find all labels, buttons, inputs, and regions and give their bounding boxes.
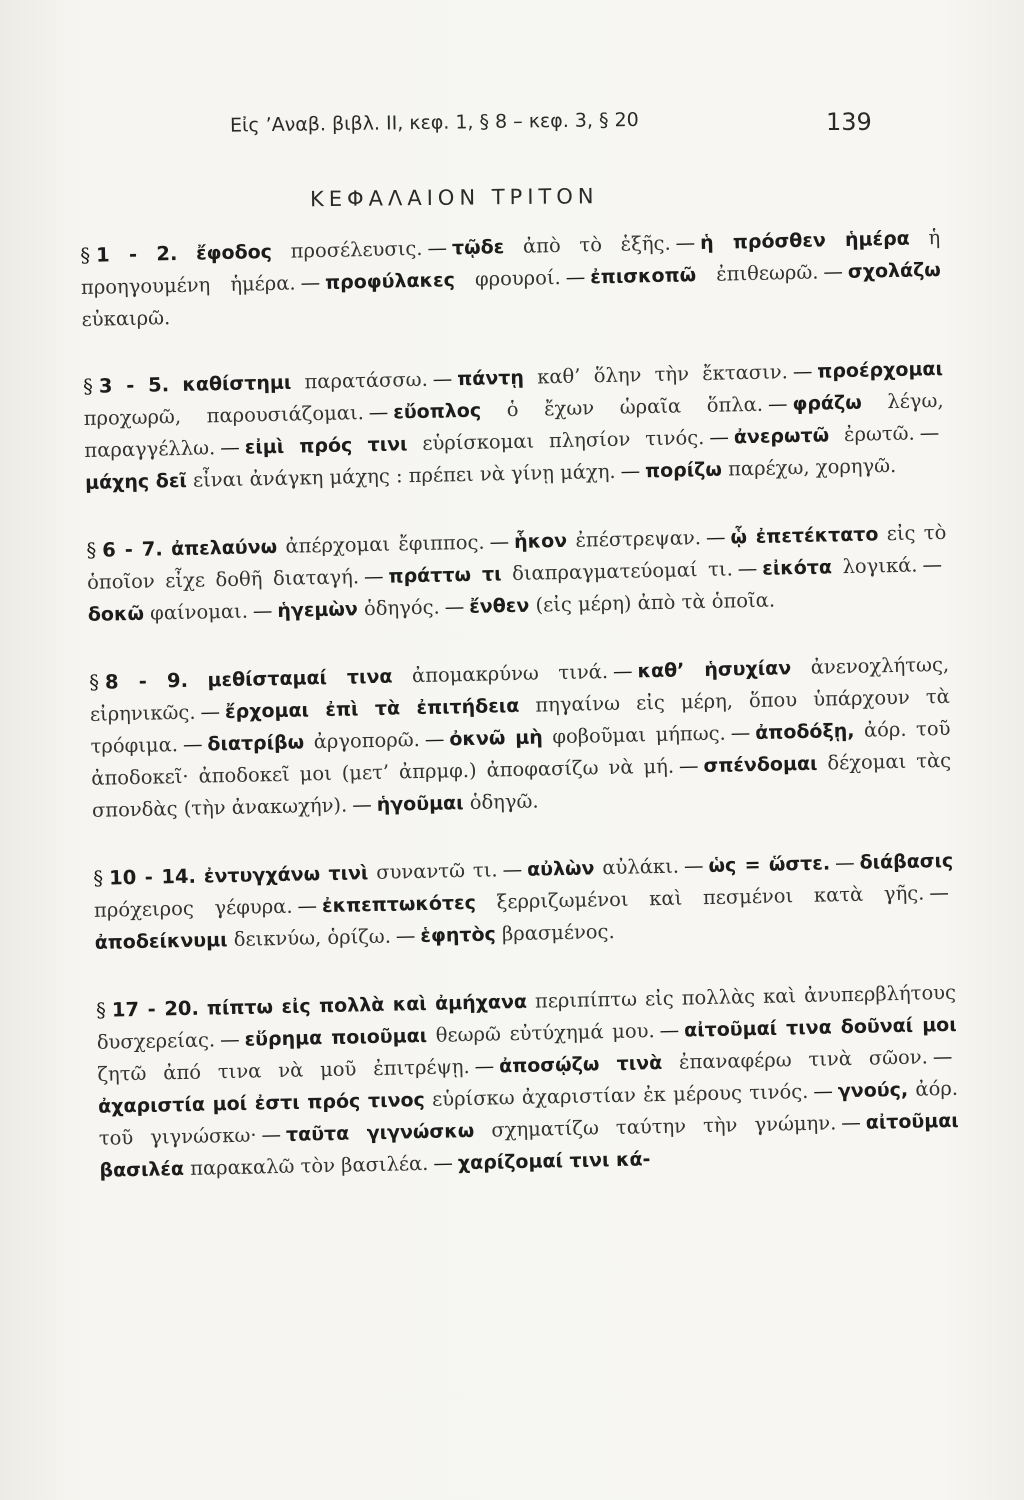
- glossary-definition: φαίνομαι.: [149, 599, 249, 625]
- glossary-term: καθ’ ἡσυχίαν: [637, 657, 792, 683]
- glossary-term: εἰκότα: [762, 556, 833, 580]
- section-sign: §: [82, 374, 94, 398]
- entry-separator: —: [922, 553, 943, 577]
- entry-separator: —: [219, 1027, 240, 1052]
- glossary-definition: εὑρίσκομαι πλησίον τινός.: [422, 425, 705, 455]
- entry-separator: —: [823, 260, 844, 284]
- glossary-term: ἐντυγχάνω τινὶ: [203, 862, 369, 888]
- glossary-term: πίπτω εἰς πολλὰ καὶ ἀμήχανα: [206, 990, 528, 1020]
- glossary-definition: εἰς τὸ ὁποῖον εἶχε δοθῆ διαταγή.: [86, 520, 947, 594]
- glossary-term: ἔφοδος: [195, 240, 273, 265]
- glossary-term: αὐλὼν: [526, 857, 595, 881]
- glossary-definition: δεικνύω, ὁρίζω.: [233, 924, 392, 951]
- entry-separator: —: [363, 564, 384, 589]
- glossary-term: ἀνερωτῶ: [733, 424, 830, 449]
- glossary-term: αἰτοῦμαι βασιλέα: [99, 1109, 959, 1182]
- glossary-definition: ἀπομακρύνω τινά.: [411, 660, 609, 688]
- glossary-term: καθίστημι: [182, 371, 292, 396]
- glossary-definition: περιπίπτω εἰς πολλὰς καὶ ἀνυπερβλήτους δυσχερείας.: [96, 980, 957, 1054]
- glossary-term: πορίζω: [644, 458, 723, 483]
- glossary-definition: προχωρῶ, παρουσιάζομαι.: [83, 401, 365, 430]
- entry-separator: —: [767, 392, 788, 416]
- glossary-term: ἐπισκοπῶ: [589, 264, 697, 289]
- glossary-definition: καθ’ ὅλην τὴν ἔκτασιν.: [536, 360, 789, 389]
- entry-separator: —: [612, 659, 633, 683]
- entry-separator: —: [502, 857, 523, 882]
- glossary-definition: ὁ ἔχων ὡραῖα ὅπλα.: [506, 392, 764, 422]
- entry-separator: —: [678, 754, 699, 778]
- glossary-definition: ἀόρ. τοῦ γιγνώσκω·: [98, 1076, 959, 1150]
- glossary-section: [93, 845, 955, 959]
- entry-separator: —: [841, 1110, 861, 1135]
- section-sign: §: [86, 538, 97, 562]
- glossary-section: [89, 649, 952, 827]
- glossary-term: μεθίσταμαί τινα: [207, 665, 393, 692]
- glossary-term: πράττω τι: [388, 563, 502, 588]
- section-number: 6 - 7.: [102, 537, 163, 562]
- entry-separator: —: [705, 525, 726, 549]
- glossary-term: ταῦτα γιγνώσκω: [285, 1119, 475, 1146]
- entry-separator: —: [675, 231, 696, 255]
- entry-separator: —: [834, 850, 855, 875]
- entry-separator: —: [709, 425, 730, 449]
- glossary-definition: ἐπέστρεψαν.: [575, 526, 702, 552]
- glossary-definition: εὑρίσκω ἀχαριστίαν ἐκ μέρους τινός.: [431, 1079, 809, 1111]
- glossary-definition: ἐπιθεωρῶ.: [715, 260, 819, 286]
- entry-separator: —: [659, 1018, 680, 1043]
- glossary-definition: ἡ προηγουμένη ἡμέρα.: [80, 225, 941, 299]
- entry-separator: —: [261, 1122, 282, 1147]
- entry-separator: —: [368, 400, 389, 424]
- entry-separator: —: [932, 1044, 953, 1069]
- entry-separator: —: [427, 236, 448, 260]
- glossary-term: ἡ πρόσθεν ἡμέρα: [699, 227, 910, 255]
- glossary-definition: ἀπέρχομαι ἔφιππος.: [285, 530, 485, 558]
- glossary-definition: θεωρῶ εὐτύχημά μου.: [435, 1019, 655, 1047]
- glossary-content: [80, 222, 960, 1223]
- entry-separator: —: [200, 700, 221, 724]
- glossary-definition: ἐπαναφέρω τινὰ σῶον.: [678, 1045, 929, 1074]
- entry-separator: —: [351, 793, 372, 817]
- glossary-term: ἡγεμὼν: [277, 598, 359, 622]
- glossary-term: διατρίβω: [207, 731, 305, 756]
- entry-separator: —: [737, 556, 758, 581]
- glossary-term: σχολάζω: [847, 258, 942, 283]
- glossary-term: προφύλακες: [324, 269, 456, 294]
- glossary-definition: πηγαίνω εἰς μέρη, ὅπου ὑπάρχουν τὰ τρόφιμα.: [90, 684, 951, 758]
- section-sign: §: [89, 670, 100, 694]
- glossary-term: ᾧ ἐπετέκτατο: [730, 523, 879, 549]
- glossary-definition: ἀνενοχλήτως, εἰρηνικῶς.: [89, 652, 950, 726]
- section-number: 3 - 5.: [98, 373, 170, 398]
- running-header: Εἰς ’Αναβ. βιβλ. ΙΙ, κεφ. 1, § 8 – κεφ. 3, § 20: [229, 108, 639, 137]
- entry-separator: —: [792, 359, 813, 384]
- entry-separator: —: [730, 721, 751, 745]
- chapter-title: ΚΕΦΑΛΑΙΟΝ ΤΡΙΤΟΝ: [309, 184, 599, 212]
- glossary-definition: ἀργοπορῶ.: [313, 727, 421, 754]
- entry-separator: —: [444, 595, 465, 619]
- glossary-term: εὕρημα ποιοῦμαι: [244, 1024, 428, 1051]
- section-sign: §: [95, 998, 107, 1022]
- glossary-definition: ξερριζωμένοι καὶ πεσμένοι κατὰ γῆς.: [496, 881, 925, 914]
- glossary-section: [80, 222, 942, 335]
- glossary-definition: φοβοῦμαι μήπως.: [552, 721, 726, 749]
- entry-separator: —: [395, 924, 416, 948]
- glossary-definition: διαπραγματεύομαί τι.: [511, 557, 734, 586]
- glossary-term: ὡς = ὥστε.: [708, 852, 831, 877]
- glossary-definition: ἀόρ. τοῦ ἀποδοκεῖ· ἀποδοκεῖ μοι (μετ’ ἀπρμφ.) ἀποφασίζω νὰ μή.: [91, 716, 951, 790]
- entry-separator: —: [219, 435, 240, 460]
- glossary-term: ἀπελαύνω: [170, 535, 278, 561]
- glossary-term: σπένδομαι: [703, 752, 818, 778]
- entry-separator: —: [252, 599, 273, 623]
- entry-separator: —: [182, 732, 203, 756]
- glossary-term: πάντῃ: [457, 366, 525, 391]
- glossary-term: χαρίζομαί τινι κά-: [457, 1148, 651, 1175]
- glossary-definition: δέχομαι τὰς σπονδὰς (τὴν ἀνακωχήν).: [91, 748, 952, 822]
- glossary-section: [96, 977, 960, 1187]
- glossary-definition: ἐρωτῶ.: [843, 421, 915, 447]
- glossary-term: ἧκον: [513, 529, 568, 553]
- section-number: 1 - 2.: [95, 241, 178, 267]
- page-number: 139: [826, 108, 872, 136]
- glossary-definition: παρατάσσω.: [304, 367, 428, 394]
- section-sign: §: [93, 866, 104, 890]
- glossary-term: εἰμὶ πρός τινι: [244, 433, 408, 459]
- glossary-term: γνούς,: [837, 1078, 909, 1103]
- entry-separator: —: [929, 880, 950, 905]
- glossary-term: ἀχαριστία μοί ἐστι πρός τινος: [97, 1088, 426, 1118]
- entry-separator: —: [919, 421, 940, 445]
- glossary-term: διάβασις: [859, 849, 954, 874]
- glossary-definition: παρακαλῶ τὸν βασιλέα.: [189, 1151, 429, 1180]
- glossary-term: αἰτοῦμαί τινα δοῦναί μοι: [683, 1013, 957, 1042]
- glossary-definition: βρασμένος.: [501, 919, 615, 946]
- entry-separator: —: [424, 727, 445, 751]
- entry-separator: —: [474, 1054, 495, 1078]
- glossary-definition: πρoσέλευσις.: [290, 236, 423, 263]
- glossary-section: [86, 517, 948, 631]
- glossary-definition: (εἰς μέρη) ἀπὸ τὰ ὁποῖα.: [535, 588, 776, 617]
- glossary-definition: παρέχω, χορηγῶ.: [727, 453, 897, 481]
- glossary-term: τῷδε: [451, 236, 505, 260]
- section-number: 10 - 14.: [108, 864, 197, 890]
- glossary-definition: ὁδηγῶ.: [469, 789, 539, 814]
- entry-separator: —: [297, 894, 318, 918]
- entry-separator: —: [300, 270, 321, 295]
- entry-separator: —: [433, 1151, 454, 1175]
- entry-separator: —: [489, 530, 510, 554]
- entry-separator: —: [683, 854, 704, 878]
- entry-separator: —: [565, 265, 586, 289]
- glossary-section: [83, 353, 945, 499]
- glossary-term: ἔρχομαι ἐπὶ τὰ ἐπιτήδεια: [224, 694, 520, 724]
- glossary-term: φράζω: [792, 391, 862, 416]
- glossary-definition: ζητῶ ἀπό τινα νὰ μοῦ ἐπιτρέψῃ.: [97, 1055, 470, 1086]
- glossary-term: εὔοπλος: [393, 399, 482, 424]
- glossary-definition: εἶναι ἀνάγκη μάχης : πρέπει νὰ γίνῃ μάχη.: [192, 459, 616, 492]
- entry-separator: —: [813, 1079, 834, 1103]
- glossary-definition: λογικά.: [842, 553, 918, 579]
- glossary-term: ἀποσῴζω τινὰ: [498, 1051, 663, 1078]
- section-number: 17 - 20.: [111, 996, 200, 1022]
- glossary-definition: αὐλάκι.: [602, 854, 680, 880]
- glossary-term: προέρχομαι: [817, 357, 944, 383]
- glossary-definition: πρόχειρος γέφυρα.: [93, 894, 293, 922]
- entry-separator: —: [432, 367, 453, 391]
- glossary-definition: εὐκαιρῶ.: [81, 306, 171, 331]
- section-sign: §: [80, 243, 91, 267]
- glossary-definition: ἀπὸ τὸ ἑξῆς.: [522, 231, 671, 258]
- section-number: 8 - 9.: [104, 668, 189, 694]
- glossary-definition: φρουροί.: [474, 265, 561, 291]
- glossary-term: ἐκπεπτωκότες: [321, 891, 477, 918]
- glossary-term: ἑφητὸς: [420, 923, 497, 948]
- glossary-term: ὀκνῶ μὴ: [449, 726, 544, 751]
- glossary-term: ἔνθεν: [468, 594, 530, 618]
- glossary-definition: σχηματίζω ταύτην τὴν γνώμην.: [491, 1111, 837, 1142]
- glossary-definition: ὁδηγός.: [363, 595, 440, 621]
- entry-separator: —: [620, 459, 641, 483]
- glossary-term: δοκῶ: [87, 602, 145, 626]
- glossary-term: ἡγοῦμαι: [376, 792, 464, 816]
- glossary-term: ἀποδείκνυμι: [94, 929, 228, 954]
- glossary-term: μάχης δεῖ: [84, 469, 188, 494]
- glossary-definition: συναντῶ τι.: [376, 858, 498, 884]
- glossary-term: ἀποδόξῃ,: [755, 719, 855, 744]
- glossary-definition: λέγω, παραγγέλλω.: [84, 388, 944, 462]
